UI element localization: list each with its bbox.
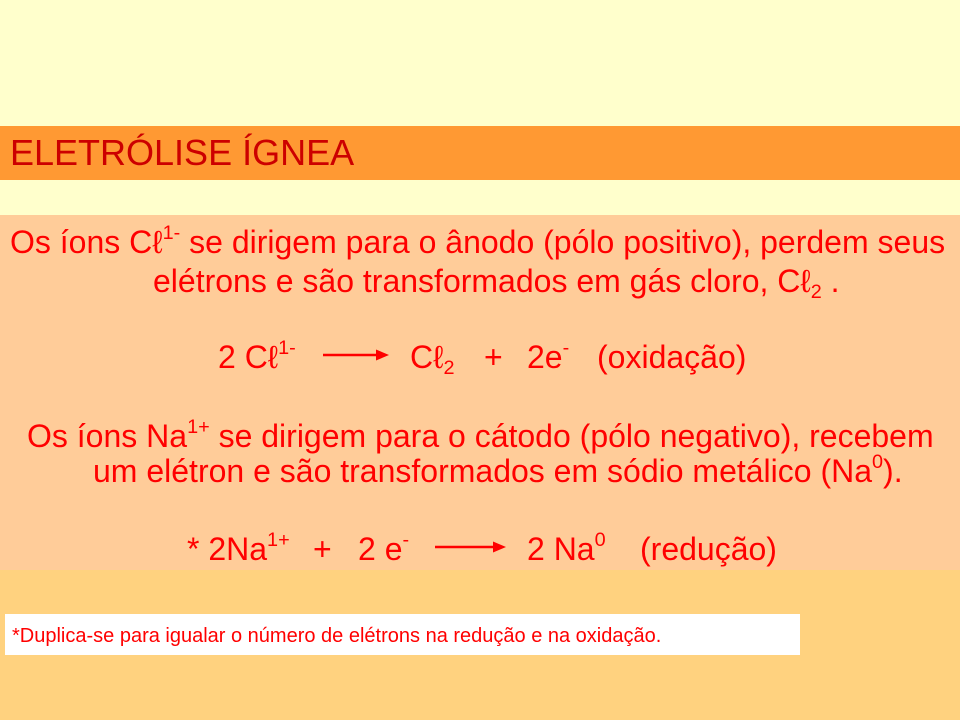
anode-line-1-start: Os íons Cℓ — [10, 224, 163, 260]
footnote: *Duplica-se para igualar o número de elétrons na redução e na oxidação. — [12, 625, 662, 647]
oxidation-product — [410, 339, 455, 380]
reduction-electrons-charge: - — [402, 528, 410, 551]
oxidation-label: (oxidação) — [597, 339, 747, 375]
reduction-electrons — [358, 528, 410, 567]
reduction-reactant — [187, 528, 290, 567]
oxidation-reactant — [218, 336, 296, 375]
cathode-text-line-1 — [27, 415, 934, 454]
sodium-charge: 1+ — [187, 415, 210, 438]
reduction-label: (redução) — [640, 531, 777, 567]
anode-text-line-2 — [153, 263, 840, 304]
anode-line-1-end: se dirigem para o ânodo (pólo positivo), perdem seus — [180, 224, 946, 260]
chloride-charge: 1- — [162, 221, 181, 244]
oxidation-electrons-charge: - — [562, 336, 570, 359]
cathode-line-2-start: um elétron e são transformados em sódio metálico (Na — [93, 453, 873, 489]
anode-line-2-start: elétrons e são transformados em gás cloro, Cℓ — [153, 263, 811, 299]
oxidation-product-subscript: 2 — [443, 357, 455, 380]
chlorine-subscript: 2 — [810, 281, 822, 304]
reduction-electrons-symbol: 2 e — [358, 531, 403, 567]
oxidation-plus: + — [484, 339, 503, 375]
cathode-text-line-2 — [93, 450, 903, 489]
reduction-plus: + — [313, 531, 332, 567]
reduction-product-symbol: 2 Na — [527, 531, 595, 567]
sodium-metal-charge: 0 — [872, 450, 884, 473]
cathode-line-2-end: ). — [883, 453, 903, 489]
oxidation-reactant-symbol: 2 Cℓ — [218, 339, 279, 375]
oxidation-electrons-symbol: 2e — [527, 339, 563, 375]
reduction-reactant-charge: 1+ — [267, 528, 290, 551]
oxidation-product-symbol: Cℓ — [410, 339, 444, 375]
cathode-line-1-start: Os íons Na — [27, 418, 188, 454]
right-arrow-icon — [434, 540, 507, 554]
reduction-product — [527, 528, 606, 567]
anode-text-line-1 — [10, 221, 946, 260]
reduction-reactant-symbol: * 2Na — [187, 531, 268, 567]
cathode-line-1-end: se dirigem para o cátodo (pólo negativo), recebem — [209, 418, 934, 454]
anode-line-2-end: . — [821, 263, 840, 299]
reduction-product-charge: 0 — [594, 528, 606, 551]
oxidation-reactant-charge: 1- — [278, 336, 296, 359]
oxidation-electrons — [527, 336, 570, 375]
slide-title: ELETRÓLISE ÍGNEA — [10, 132, 355, 173]
right-arrow-icon — [322, 348, 390, 362]
